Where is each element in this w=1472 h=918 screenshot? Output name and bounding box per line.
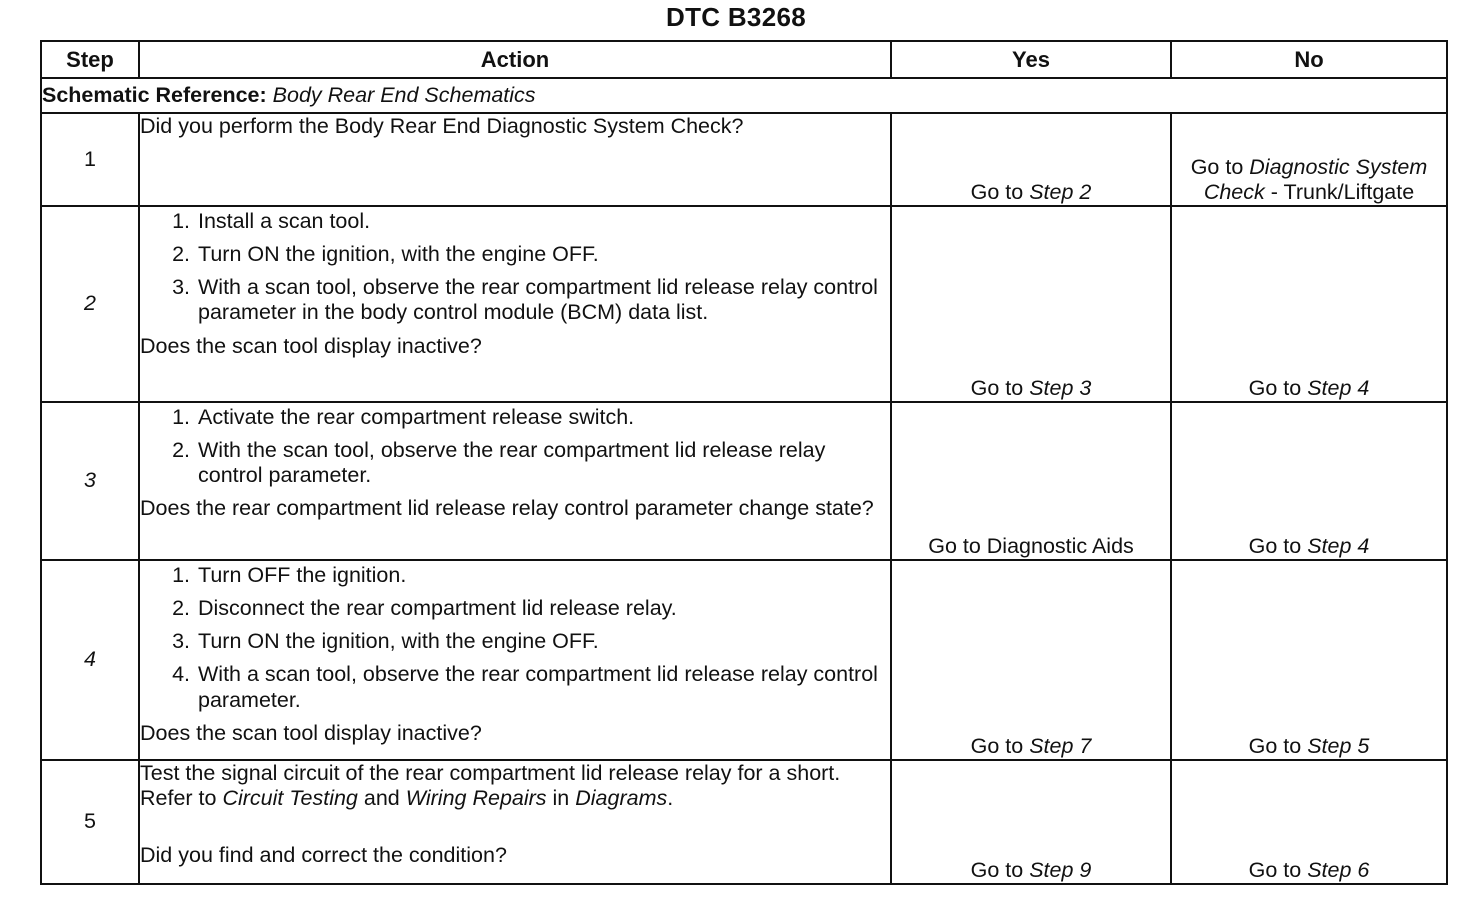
action-cell: [139, 560, 891, 760]
diagnostic-table: [40, 40, 1448, 885]
table-row: [41, 206, 1447, 402]
yes-prefix: Go to: [970, 733, 1024, 758]
no-cell: [1171, 560, 1447, 760]
step-number: 2: [41, 206, 139, 402]
action-cell: [139, 760, 891, 884]
yes-target-link[interactable]: Step 7: [1029, 733, 1092, 758]
no-cell: [1171, 402, 1447, 560]
instruction-item: 1. Turn OFF the ignition.: [196, 563, 890, 588]
step-question: Did you perform the Body Rear End Diagnostic System Check?: [140, 114, 744, 138]
action-cell: [139, 113, 891, 206]
instruction-list: [140, 405, 890, 488]
yes-prefix: Go to: [970, 375, 1024, 400]
yes-cell: [891, 206, 1171, 402]
instruction-list: [140, 563, 890, 713]
no-cell: [1171, 760, 1447, 884]
instruction-text: .: [667, 786, 674, 811]
instruction-text: and: [363, 786, 400, 811]
step-question: Does the rear compartment lid release relay control parameter change state?: [140, 496, 874, 521]
action-cell: [139, 402, 891, 560]
yes-target-link[interactable]: Step 2: [1029, 179, 1092, 204]
yes-target-link[interactable]: Step 9: [1029, 857, 1092, 882]
step-number: 5: [41, 760, 139, 884]
yes-cell: [891, 560, 1171, 760]
instruction-item: 3. With a scan tool, observe the rear compartment lid release relay control parameter in the body control module (BCM) data list.: [196, 275, 890, 325]
instruction-item: 1. Activate the rear compartment release switch.: [196, 405, 890, 430]
yes-cell: [891, 760, 1171, 884]
circuit-testing-link[interactable]: Circuit Testing: [222, 786, 358, 811]
header-yes: Yes: [891, 41, 1171, 78]
page-title: DTC B3268: [666, 2, 806, 32]
yes-target-link[interactable]: Step 3: [1029, 375, 1092, 400]
table-row: [41, 760, 1447, 884]
no-target-link[interactable]: Step 5: [1307, 733, 1370, 758]
yes-cell: [891, 402, 1171, 560]
no-target-link[interactable]: Diagnostic System Check: [1203, 154, 1428, 204]
step-instruction: [140, 761, 890, 811]
step-number: 1: [41, 113, 139, 206]
yes-target-link[interactable]: Go to Diagnostic Aids: [928, 533, 1134, 558]
step-number: 4: [41, 560, 139, 760]
instruction-item: 2. Turn ON the ignition, with the engine OFF.: [196, 242, 890, 267]
yes-prefix: Go to: [970, 179, 1024, 204]
no-cell: [1171, 113, 1447, 206]
yes-cell: [891, 113, 1171, 206]
step-question: Did you find and correct the condition?: [140, 843, 507, 868]
step-question: Does the scan tool display inactive?: [140, 720, 482, 745]
step-question: Does the scan tool display inactive?: [140, 333, 482, 358]
schematic-reference: [41, 78, 1447, 113]
yes-prefix: Go to: [970, 857, 1024, 882]
no-prefix: Go to: [1248, 533, 1302, 558]
instruction-list: [140, 209, 890, 326]
table-row: [41, 402, 1447, 560]
diagrams-link[interactable]: Diagrams: [575, 786, 668, 811]
instruction-item: 1. Install a scan tool.: [196, 209, 890, 234]
wiring-repairs-link[interactable]: Wiring Repairs: [405, 786, 547, 811]
header-action: Action: [139, 41, 891, 78]
table-header-row: [41, 41, 1447, 78]
no-cell: [1171, 206, 1447, 402]
no-prefix: Go to: [1248, 375, 1302, 400]
header-step: Step: [41, 41, 139, 78]
no-prefix: Go to: [1190, 154, 1244, 179]
schematic-reference-link[interactable]: Body Rear End Schematics: [272, 82, 536, 107]
instruction-item: 4. With a scan tool, observe the rear compartment lid release relay control parameter.: [196, 662, 890, 712]
instruction-text: Test the signal circuit of the rear compartment lid release relay for a short. Refer to: [140, 761, 841, 811]
no-target-link[interactable]: Step 4: [1307, 533, 1370, 558]
header-no: No: [1171, 41, 1447, 78]
instruction-item: 2. Disconnect the rear compartment lid release relay.: [196, 596, 890, 621]
action-cell: [139, 206, 891, 402]
step-number: 3: [41, 402, 139, 560]
instruction-item: 3. Turn ON the ignition, with the engine OFF.: [196, 629, 890, 654]
schematic-reference-label: Schematic Reference:: [42, 82, 267, 107]
table-row: [41, 113, 1447, 206]
instruction-text: in: [552, 786, 570, 811]
no-suffix: - Trunk/Liftgate: [1270, 179, 1415, 204]
table-row: [41, 560, 1447, 760]
no-target-link[interactable]: Step 6: [1307, 857, 1370, 882]
no-prefix: Go to: [1248, 733, 1302, 758]
instruction-item: 2. With the scan tool, observe the rear compartment lid release relay control parameter.: [196, 438, 890, 488]
no-target-link[interactable]: Step 4: [1307, 375, 1370, 400]
schematic-reference-row: [41, 78, 1447, 113]
no-prefix: Go to: [1248, 857, 1302, 882]
